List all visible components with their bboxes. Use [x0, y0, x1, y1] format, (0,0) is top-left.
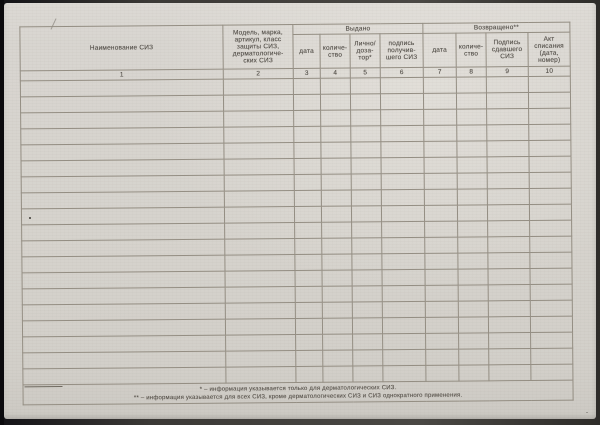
- empty-cell: [22, 255, 225, 273]
- col-number: 4: [320, 68, 350, 78]
- empty-cell: [531, 332, 573, 348]
- empty-cell: [353, 366, 383, 382]
- empty-cell: [22, 271, 225, 289]
- empty-cell: [457, 141, 487, 157]
- empty-cell: [21, 111, 224, 129]
- empty-cell: [225, 255, 295, 272]
- empty-cell: [489, 332, 531, 348]
- empty-cell: [488, 316, 530, 332]
- empty-cell: [383, 349, 426, 365]
- empty-cell: [352, 270, 382, 286]
- empty-cell: [529, 124, 571, 140]
- empty-cell: [488, 300, 530, 316]
- empty-cell: [530, 316, 572, 332]
- empty-cell: [382, 221, 425, 237]
- scan-speck: [586, 412, 588, 413]
- empty-cell: [352, 318, 382, 334]
- empty-cell: [21, 127, 224, 145]
- empty-cell: [425, 301, 458, 317]
- empty-cell: [529, 188, 571, 204]
- empty-cell: [294, 126, 321, 142]
- col-number: 6: [380, 67, 423, 77]
- empty-cell: [351, 206, 381, 222]
- form-table-wrap: [19, 22, 573, 406]
- empty-cell: [223, 79, 293, 96]
- table-body: [20, 76, 573, 385]
- empty-cell: [226, 367, 296, 384]
- empty-cell: [320, 94, 350, 110]
- empty-cell: [21, 159, 224, 177]
- empty-cell: [489, 364, 531, 380]
- empty-cell: [351, 158, 381, 174]
- empty-cell: [321, 142, 351, 158]
- empty-cell: [352, 222, 382, 238]
- col-header-issued-quantity: количе- ство: [320, 34, 350, 68]
- empty-cell: [457, 157, 487, 173]
- empty-cell: [425, 237, 458, 253]
- empty-cell: [457, 109, 487, 125]
- col-number: 2: [223, 69, 293, 80]
- empty-cell: [293, 94, 320, 110]
- col-header-returned-quantity: количе- ство: [456, 33, 486, 67]
- empty-cell: [22, 319, 225, 337]
- empty-cell: [381, 173, 424, 189]
- empty-cell: [22, 287, 225, 305]
- empty-cell: [458, 317, 488, 333]
- empty-cell: [323, 366, 353, 382]
- empty-cell: [224, 159, 294, 176]
- empty-cell: [380, 93, 423, 109]
- empty-cell: [296, 334, 323, 350]
- empty-cell: [382, 301, 425, 317]
- empty-cell: [487, 108, 529, 124]
- empty-cell: [224, 143, 294, 160]
- empty-cell: [531, 348, 573, 364]
- col-number: 5: [350, 68, 380, 78]
- empty-cell: [488, 236, 530, 252]
- empty-cell: [487, 124, 529, 140]
- empty-cell: [458, 221, 488, 237]
- empty-cell: [322, 254, 352, 270]
- col-number: 8: [456, 67, 486, 77]
- empty-cell: [381, 125, 424, 141]
- col-number: 1: [20, 69, 223, 81]
- empty-cell: [225, 239, 295, 256]
- empty-cell: [225, 303, 295, 320]
- empty-cell: [322, 318, 352, 334]
- empty-cell: [295, 254, 322, 270]
- empty-cell: [382, 317, 425, 333]
- empty-cell: [382, 253, 425, 269]
- empty-cell: [350, 94, 380, 110]
- empty-cell: [382, 285, 425, 301]
- empty-cell: [225, 223, 295, 240]
- empty-cell: [321, 158, 351, 174]
- empty-cell: [296, 366, 323, 382]
- empty-cell: [459, 333, 489, 349]
- empty-cell: [487, 188, 529, 204]
- empty-cell: [487, 156, 529, 172]
- empty-cell: [383, 333, 426, 349]
- empty-cell: [530, 220, 572, 236]
- empty-cell: [424, 173, 457, 189]
- empty-cell: [353, 334, 383, 350]
- col-header-returner-signature: Подпись сдавшего СИЗ: [486, 32, 528, 66]
- col-header-issued-date: дата: [293, 34, 320, 68]
- empty-cell: [23, 351, 226, 369]
- empty-cell: [531, 364, 573, 380]
- empty-cell: [22, 223, 225, 241]
- empty-cell: [529, 204, 571, 220]
- empty-cell: [225, 271, 295, 288]
- empty-cell: [380, 77, 423, 93]
- col-header-model: Модель, марка, артикул, класс защиты СИЗ, дерматологиче- ских СИЗ: [223, 25, 293, 70]
- empty-cell: [224, 175, 294, 192]
- empty-cell: [528, 92, 570, 108]
- empty-cell: [321, 190, 351, 206]
- empty-cell: [381, 141, 424, 157]
- empty-cell: [295, 222, 322, 238]
- footnote-rule: [24, 386, 62, 387]
- empty-cell: [458, 285, 488, 301]
- empty-cell: [351, 190, 381, 206]
- empty-cell: [381, 189, 424, 205]
- empty-cell: [424, 205, 457, 221]
- empty-cell: [295, 238, 322, 254]
- empty-cell: [350, 78, 380, 94]
- empty-cell: [529, 108, 571, 124]
- empty-cell: [294, 142, 321, 158]
- footnotes-cell: [23, 380, 573, 405]
- empty-cell: [489, 348, 531, 364]
- empty-cell: [21, 207, 224, 225]
- empty-cell: [226, 335, 296, 352]
- empty-cell: [381, 109, 424, 125]
- empty-cell: [456, 93, 486, 109]
- empty-cell: [295, 318, 322, 334]
- empty-cell: [294, 174, 321, 190]
- empty-cell: [456, 77, 486, 93]
- empty-cell: [352, 238, 382, 254]
- empty-cell: [530, 300, 572, 316]
- empty-cell: [424, 125, 457, 141]
- empty-cell: [487, 172, 529, 188]
- empty-cell: [295, 302, 322, 318]
- empty-cell: [224, 127, 294, 144]
- col-header-writeoff-act: Акт списания (дата, номер): [528, 32, 570, 66]
- empty-cell: [424, 141, 457, 157]
- empty-cell: [322, 270, 352, 286]
- empty-cell: [21, 143, 224, 161]
- empty-cell: [424, 157, 457, 173]
- empty-cell: [322, 222, 352, 238]
- empty-cell: [295, 286, 322, 302]
- empty-cell: [322, 286, 352, 302]
- col-header-issued-dispenser: Лично/ доза- тор*: [350, 34, 380, 68]
- footnote-2: ** – информация указывается для всех СИЗ, кроме дерматологических СИЗ и СИЗ однократного применения.: [133, 392, 463, 402]
- empty-cell: [321, 174, 351, 190]
- empty-cell: [224, 111, 294, 128]
- empty-cell: [20, 95, 223, 113]
- empty-cell: [21, 175, 224, 193]
- empty-cell: [321, 126, 351, 142]
- col-number: 10: [528, 66, 570, 76]
- empty-cell: [296, 350, 323, 366]
- empty-cell: [293, 78, 320, 94]
- empty-cell: [488, 284, 530, 300]
- empty-cell: [22, 303, 225, 321]
- col-number: 9: [486, 66, 528, 76]
- empty-cell: [424, 109, 457, 125]
- empty-cell: [381, 205, 424, 221]
- empty-cell: [530, 284, 572, 300]
- empty-cell: [323, 350, 353, 366]
- empty-cell: [425, 317, 458, 333]
- empty-cell: [487, 140, 529, 156]
- col-header-returned-date: дата: [423, 33, 456, 67]
- empty-cell: [351, 142, 381, 158]
- empty-cell: [457, 125, 487, 141]
- empty-cell: [23, 335, 226, 353]
- empty-cell: [458, 269, 488, 285]
- empty-cell: [426, 333, 459, 349]
- empty-cell: [423, 93, 456, 109]
- empty-cell: [352, 254, 382, 270]
- empty-cell: [22, 239, 225, 257]
- empty-cell: [294, 158, 321, 174]
- empty-cell: [353, 350, 383, 366]
- empty-cell: [486, 92, 528, 108]
- group-header-issued: Выдано: [293, 23, 423, 34]
- empty-cell: [382, 237, 425, 253]
- empty-cell: [351, 110, 381, 126]
- empty-cell: [323, 334, 353, 350]
- empty-cell: [426, 349, 459, 365]
- empty-cell: [295, 270, 322, 286]
- empty-cell: [529, 156, 571, 172]
- empty-cell: [425, 269, 458, 285]
- col-number: 3: [293, 68, 320, 78]
- empty-cell: [530, 252, 572, 268]
- empty-cell: [223, 95, 293, 112]
- empty-cell: [457, 173, 487, 189]
- empty-cell: [382, 269, 425, 285]
- empty-cell: [225, 319, 295, 336]
- empty-cell: [529, 140, 571, 156]
- empty-cell: [294, 190, 321, 206]
- empty-cell: [351, 126, 381, 142]
- empty-cell: [383, 365, 426, 381]
- footnote-1: * – информация указывается только для дерматологических СИЗ.: [199, 385, 397, 394]
- empty-cell: [530, 268, 572, 284]
- empty-cell: [458, 301, 488, 317]
- empty-cell: [487, 204, 529, 220]
- empty-cell: [225, 287, 295, 304]
- empty-cell: [425, 221, 458, 237]
- empty-cell: [224, 207, 294, 224]
- empty-cell: [486, 76, 528, 92]
- empty-cell: [457, 189, 487, 205]
- empty-cell: [352, 302, 382, 318]
- empty-cell: [21, 191, 224, 209]
- empty-cell: [320, 78, 350, 94]
- empty-cell: [458, 237, 488, 253]
- empty-cell: [457, 205, 487, 221]
- empty-cell: [351, 174, 381, 190]
- empty-cell: [458, 253, 488, 269]
- empty-cell: [426, 365, 459, 381]
- footnotes-row: [23, 380, 573, 405]
- col-header-name: Наименование СИЗ: [20, 25, 223, 71]
- empty-cell: [488, 268, 530, 284]
- empty-cell: [20, 79, 223, 97]
- empty-cell: [321, 206, 351, 222]
- empty-cell: [321, 110, 351, 126]
- paper-sheet: [4, 3, 596, 419]
- empty-cell: [488, 220, 530, 236]
- empty-cell: [459, 349, 489, 365]
- empty-cell: [425, 285, 458, 301]
- empty-cell: [423, 77, 456, 93]
- empty-cell: [352, 286, 382, 302]
- empty-cell: [530, 236, 572, 252]
- empty-cell: [322, 302, 352, 318]
- empty-cell: [322, 238, 352, 254]
- empty-cell: [294, 110, 321, 126]
- empty-cell: [459, 365, 489, 381]
- group-header-returned: Возвращено**: [423, 22, 570, 33]
- col-header-receiver-signature: подпись получив- шего СИЗ: [380, 33, 423, 67]
- empty-cell: [425, 253, 458, 269]
- empty-cell: [528, 76, 570, 92]
- empty-cell: [294, 206, 321, 222]
- empty-cell: [224, 191, 294, 208]
- siz-issue-return-table: [19, 22, 573, 406]
- empty-cell: [488, 252, 530, 268]
- col-number: 7: [423, 67, 456, 77]
- empty-cell: [529, 172, 571, 188]
- empty-cell: [424, 189, 457, 205]
- empty-cell: [381, 157, 424, 173]
- empty-cell: [226, 351, 296, 368]
- empty-cell: [23, 367, 226, 385]
